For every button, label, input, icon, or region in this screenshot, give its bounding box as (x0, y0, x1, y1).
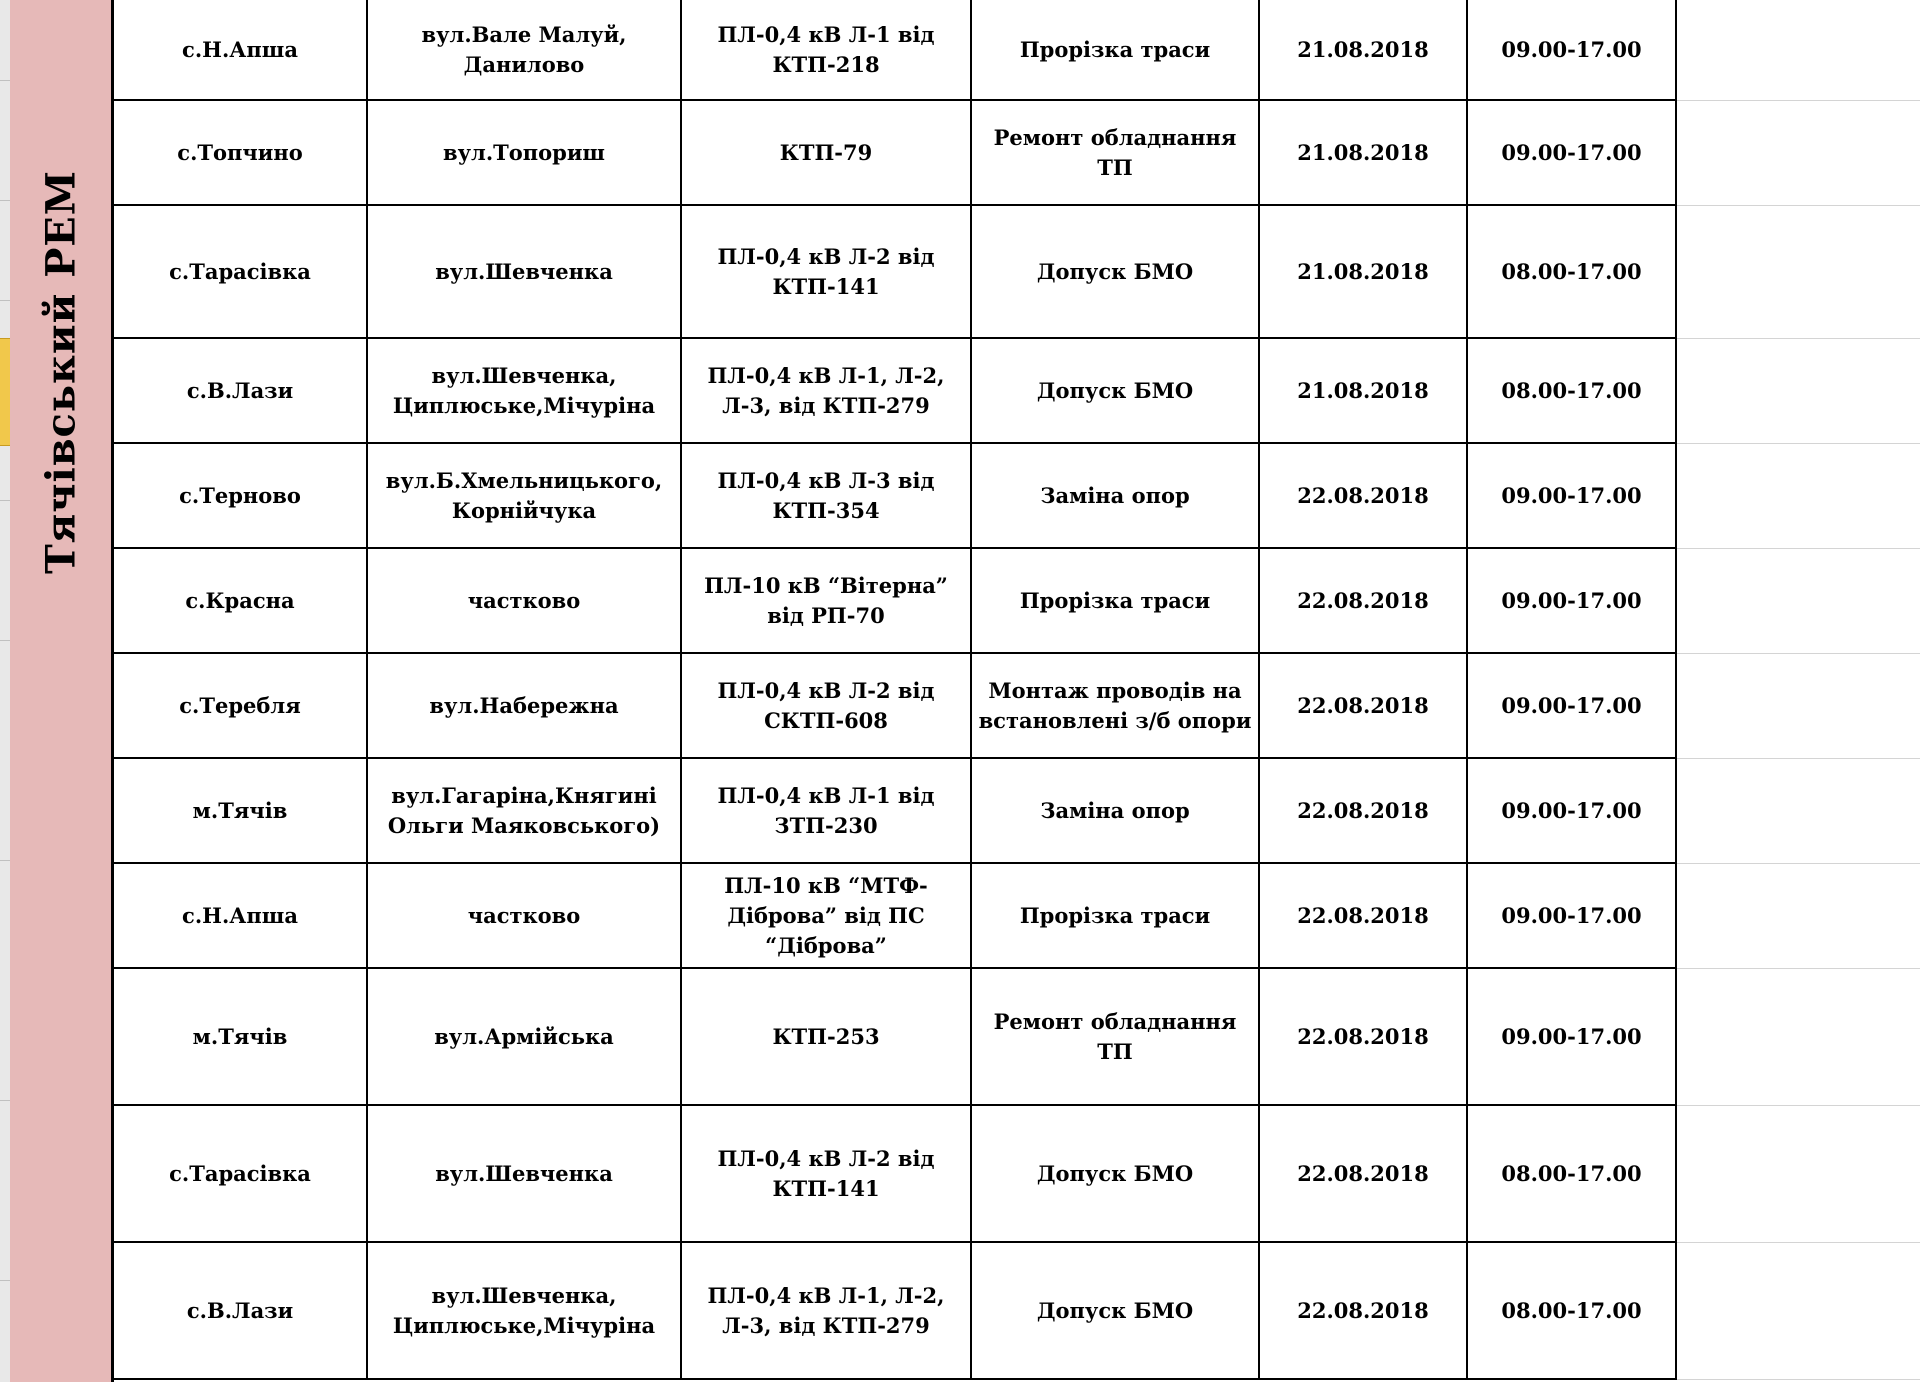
locality-cell[interactable]: с.Тарасівка (114, 1105, 367, 1242)
locality-cell[interactable]: с.Теребля (114, 653, 367, 758)
date-cell[interactable]: 21.08.2018 (1259, 100, 1467, 205)
object-cell[interactable]: ПЛ-0,4 кВ Л-2 від КТП-141 (681, 205, 971, 338)
table-row (114, 653, 1920, 758)
table-row (114, 205, 1920, 338)
selected-row-marker[interactable] (0, 338, 10, 446)
date-cell[interactable]: 22.08.2018 (1259, 968, 1467, 1105)
date-cell[interactable]: 22.08.2018 (1259, 653, 1467, 758)
date-cell[interactable]: 22.08.2018 (1259, 1242, 1467, 1379)
note-cell[interactable] (1676, 653, 1920, 758)
locality-cell[interactable]: с.В.Лази (114, 1242, 367, 1379)
district-label: Тячівський РЕМ (37, 169, 84, 575)
date-cell[interactable]: 21.08.2018 (1259, 205, 1467, 338)
object-cell[interactable]: ПЛ-0,4 кВ Л-1, Л-2, Л-3, від КТП-279 (681, 338, 971, 443)
table-row (114, 758, 1920, 863)
locality-cell[interactable]: с.Терново (114, 443, 367, 548)
street-cell[interactable]: вул.Армійська (367, 968, 681, 1105)
street-cell[interactable]: вул.Шевченка (367, 205, 681, 338)
street-cell[interactable]: вул.Шевченка (367, 1105, 681, 1242)
note-cell[interactable] (1676, 205, 1920, 338)
work-type-cell[interactable]: Допуск БМО (971, 338, 1259, 443)
time-cell[interactable]: 08.00-17.00 (1467, 205, 1676, 338)
locality-cell[interactable]: с.Красна (114, 548, 367, 653)
note-cell[interactable] (1676, 1105, 1920, 1242)
time-cell[interactable]: 09.00-17.00 (1467, 968, 1676, 1105)
work-type-cell[interactable]: Ремонт обладнання ТП (971, 968, 1259, 1105)
table-row (114, 548, 1920, 653)
time-cell[interactable]: 09.00-17.00 (1467, 758, 1676, 863)
note-cell[interactable] (1676, 863, 1920, 968)
time-cell[interactable]: 09.00-17.00 (1467, 443, 1676, 548)
locality-cell[interactable]: с.Н.Апша (114, 863, 367, 968)
note-cell[interactable] (1676, 100, 1920, 205)
object-cell[interactable]: ПЛ-0,4 кВ Л-3 від КТП-354 (681, 443, 971, 548)
work-type-cell[interactable]: Допуск БМО (971, 1105, 1259, 1242)
date-cell[interactable]: 22.08.2018 (1259, 443, 1467, 548)
date-cell[interactable]: 21.08.2018 (1259, 338, 1467, 443)
time-cell[interactable]: 09.00-17.00 (1467, 0, 1676, 100)
table-row (114, 1105, 1920, 1242)
work-type-cell[interactable]: Допуск БМО (971, 1242, 1259, 1379)
street-cell[interactable]: вул.Шевченка, Циплюське,Мічуріна (367, 1242, 681, 1379)
note-cell[interactable] (1676, 1242, 1920, 1379)
street-cell[interactable]: вул.Вале Малуй, Данилово (367, 0, 681, 100)
time-cell[interactable]: 09.00-17.00 (1467, 653, 1676, 758)
locality-cell[interactable]: с.В.Лази (114, 338, 367, 443)
table-row (114, 100, 1920, 205)
table-row (114, 443, 1920, 548)
note-cell[interactable] (1676, 338, 1920, 443)
street-cell[interactable]: вул.Набережна (367, 653, 681, 758)
work-type-cell[interactable]: Монтаж проводів на встановлені з/б опори (971, 653, 1259, 758)
table-row (114, 863, 1920, 968)
street-cell[interactable]: частково (367, 548, 681, 653)
time-cell[interactable]: 09.00-17.00 (1467, 863, 1676, 968)
time-cell[interactable]: 08.00-17.00 (1467, 1242, 1676, 1379)
street-cell[interactable]: вул.Топориш (367, 100, 681, 205)
work-type-cell[interactable]: Допуск БМО (971, 205, 1259, 338)
object-cell[interactable]: КТП-253 (681, 968, 971, 1105)
locality-cell[interactable]: с.Топчино (114, 100, 367, 205)
street-cell[interactable]: вул.Шевченка, Циплюське,Мічуріна (367, 338, 681, 443)
object-cell[interactable]: ПЛ-0,4 кВ Л-1 від КТП-218 (681, 0, 971, 100)
date-cell[interactable]: 22.08.2018 (1259, 758, 1467, 863)
outage-schedule-table (114, 0, 1920, 1380)
table-row (114, 338, 1920, 443)
date-cell[interactable]: 22.08.2018 (1259, 1105, 1467, 1242)
date-cell[interactable]: 21.08.2018 (1259, 0, 1467, 100)
date-cell[interactable]: 22.08.2018 (1259, 548, 1467, 653)
time-cell[interactable]: 08.00-17.00 (1467, 338, 1676, 443)
object-cell[interactable]: ПЛ-10 кВ “МТФ-Діброва” від ПС “Діброва” (681, 863, 971, 968)
work-type-cell[interactable]: Прорізка траси (971, 548, 1259, 653)
time-cell[interactable]: 09.00-17.00 (1467, 100, 1676, 205)
object-cell[interactable]: ПЛ-0,4 кВ Л-1, Л-2, Л-3, від КТП-279 (681, 1242, 971, 1379)
object-cell[interactable]: ПЛ-10 кВ “Вітерна” від РП-70 (681, 548, 971, 653)
work-type-cell[interactable]: Прорізка траси (971, 0, 1259, 100)
object-cell[interactable]: ПЛ-0,4 кВ Л-2 від КТП-141 (681, 1105, 971, 1242)
table-row (114, 1242, 1920, 1379)
note-cell[interactable] (1676, 0, 1920, 100)
street-cell[interactable]: вул.Гагаріна,Княгині Ольги Маяковського) (367, 758, 681, 863)
object-cell[interactable]: КТП-79 (681, 100, 971, 205)
object-cell[interactable]: ПЛ-0,4 кВ Л-1 від ЗТП-230 (681, 758, 971, 863)
work-type-cell[interactable]: Прорізка траси (971, 863, 1259, 968)
table-row (114, 0, 1920, 100)
work-type-cell[interactable]: Ремонт обладнання ТП (971, 100, 1259, 205)
locality-cell[interactable]: м.Тячів (114, 968, 367, 1105)
time-cell[interactable]: 09.00-17.00 (1467, 548, 1676, 653)
time-cell[interactable]: 08.00-17.00 (1467, 1105, 1676, 1242)
date-cell[interactable]: 22.08.2018 (1259, 863, 1467, 968)
note-cell[interactable] (1676, 443, 1920, 548)
street-cell[interactable]: вул.Б.Хмельницького, Корнійчука (367, 443, 681, 548)
work-type-cell[interactable]: Заміна опор (971, 443, 1259, 548)
note-cell[interactable] (1676, 968, 1920, 1105)
note-cell[interactable] (1676, 548, 1920, 653)
locality-cell[interactable]: м.Тячів (114, 758, 367, 863)
locality-cell[interactable]: с.Н.Апша (114, 0, 367, 100)
object-cell[interactable]: ПЛ-0,4 кВ Л-2 від СКТП-608 (681, 653, 971, 758)
street-cell[interactable]: частково (367, 863, 681, 968)
note-cell[interactable] (1676, 758, 1920, 863)
table-row (114, 968, 1920, 1105)
district-merged-cell[interactable] (10, 0, 114, 1382)
work-type-cell[interactable]: Заміна опор (971, 758, 1259, 863)
locality-cell[interactable]: с.Тарасівка (114, 205, 367, 338)
